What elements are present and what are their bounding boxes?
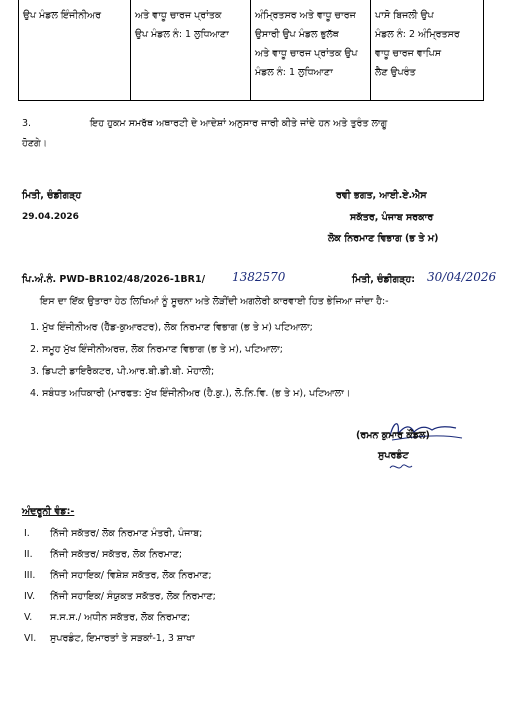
endorsement-ref: ਪਿ.ਅੰ.ਨੰ. PWD-BR102/48/2026-1BR1/ (22, 274, 206, 285)
roman-num: I. (24, 528, 30, 539)
endorsement-ref-handwritten: 1382570 (232, 270, 286, 284)
signatory-name: ਰਵੀ ਭਗਤ, ਆਈ.ਏ.ਐਸ (336, 190, 427, 201)
initials-scribble (388, 460, 414, 474)
list-item: ਨਿੱਜੀ ਸਕੱਤਰ/ ਸਕੱਤਰ, ਲੋਕ ਨਿਰਮਾਣ; (50, 549, 183, 560)
cell-text: ਪਾਸੋ ਬਿਜਲੀ ਉਪ ਮੰਡਲ ਨੰ: 2 ਅੰਮ੍ਰਿਤਸਰ ਵਾਧੂ ਚਾਰਜ ਵਾਪਿਸ ਲੈਣ ਉਪਰੰਤ (375, 10, 460, 78)
table-cell (371, 0, 483, 100)
list-item: ਨਿੱਜੀ ਸਕੱਤਰ/ ਲੋਕ ਨਿਰਮਾਣ ਮੰਤਰੀ, ਪੰਜਾਬ; (50, 528, 203, 539)
signer-name: (ਰਮਨ ਕੁਮਾਰ ਕੌਂਡਲ) (356, 430, 430, 441)
para-line: ਇਹ ਹੁਕਮ ਸਮਰੱਥ ਅਥਾਰਟੀ ਦੇ ਆਦੇਸ਼ਾਂ ਅਨੁਸਾਰ ਜਾਰੀ ਕੀਤੇ ਜਾਂਦੇ ਹਨ ਅਤੇ ਤੁਰੰਤ ਲਾਗੂ (90, 118, 388, 129)
roman-num: VI. (24, 633, 37, 644)
list-item: 4. ਸਬੰਧਤ ਅਧਿਕਾਰੀ (ਮਾਰਫਤ: ਮੁੱਖ ਇੰਜੀਨੀਅਰ (ਹੈ.ਕੁ.), ਲੋ.ਨਿ.ਵਿ. (ਭ ਤੇ ਮ), ਪਟਿਆਲਾ। (30, 388, 351, 399)
cell-text: ਅੰਮ੍ਰਿਤਸਰ ਅਤੇ ਵਾਧੂ ਚਾਰਜ ਉਸਾਰੀ ਉਪ ਮੰਡਲ ਭੁਲੱਥ ਅਤੇ ਵਾਧੂ ਚਾਰਜ ਪ੍ਰਾਂਤਕ ਉਪ ਮੰਡਲ ਨੰ: 1 ਲੁਧਿਆਣਾ (255, 10, 358, 78)
place-label: ਮਿਤੀ, ਚੰਡੀਗੜ੍ਹ (22, 190, 82, 201)
endorsement-date-handwritten: 30/04/2026 (427, 270, 497, 284)
list-item: ਨਿੱਜੀ ਸਹਾਇਕ/ ਸੰਯੁਕਤ ਸਕੱਤਰ, ਲੋਕ ਨਿਰਮਾਣ; (50, 591, 216, 602)
cell-text: ਉਪ ਮੰਡਲ ਇੰਜੀਨੀਅਰ (23, 10, 102, 21)
cell-text: ਅਤੇ ਵਾਧੂ ਚਾਰਜ ਪ੍ਰਾਂਤਕ ਉਪ ਮੰਡਲ ਨੰ: 1 ਲੁਧਿਆਣਾ (135, 10, 229, 40)
signatory-designation: ਸਕੱਤਰ, ਪੰਜਾਬ ਸਰਕਾਰ (350, 212, 434, 223)
table-cell (131, 0, 251, 100)
internal-heading: ਅੰਦਰੂਨੀ ਵੰਡ:- (22, 506, 75, 517)
order-date: 29.04.2026 (22, 212, 79, 222)
roman-num: III. (24, 570, 36, 581)
roman-num: IV. (24, 591, 36, 602)
list-item: 3. ਡਿਪਟੀ ਡਾਇਰੈਕਟਰ, ਪੀ.ਆਰ.ਬੀ.ਡੀ.ਬੀ. ਮੋਹਾਲੀ; (30, 366, 215, 377)
signer-designation: ਸੁਪਰਡੰਟ (378, 450, 409, 461)
endorsement-intro: ਇਸ ਦਾ ਇੱਕ ਉਤਾਰਾ ਹੇਠ ਲਿਖਿਆਂ ਨੂੰ ਸੂਚਨਾ ਅਤੇ ਲੋੜੀਂਦੀ ਅਗਲੇਰੀ ਕਾਰਵਾਈ ਹਿਤ ਭੇਜਿਆ ਜਾਂਦਾ ਹੈ:- (40, 296, 389, 307)
endorsement-date-label: ਮਿਤੀ, ਚੰਡੀਗੜ੍ਹ: (352, 274, 416, 285)
posting-table (18, 0, 484, 101)
roman-num: II. (24, 549, 33, 560)
list-item: 2. ਸਮੂਹ ਮੁੱਖ ਇੰਜੀਨੀਅਰਜ਼, ਲੋਕ ਨਿਰਮਾਣ ਵਿਭਾਗ (ਭ ਤੇ ਮ), ਪਟਿਆਲਾ; (30, 344, 283, 355)
signatory-department: ਲੋਕ ਨਿਰਮਾਣ ਵਿਭਾਗ (ਭ ਤੇ ਮ) (328, 233, 439, 244)
list-item: ਨਿੱਜੀ ਸਹਾਇਕ/ ਵਿਸ਼ੇਸ਼ ਸਕੱਤਰ, ਲੋਕ ਨਿਰਮਾਣ; (50, 570, 212, 581)
list-item: 1. ਮੁੱਖ ਇੰਜੀਨੀਅਰ (ਹੈੱਡ-ਕੁਆਰਟਰ), ਲੋਕ ਨਿਰਮਾਣ ਵਿਭਾਗ (ਭ ਤੇ ਮ) ਪਟਿਆਲਾ; (30, 322, 313, 333)
para-number: 3. (22, 118, 32, 129)
list-item: ਸੁਪਰਡੰਟ, ਇਮਾਰਤਾਂ ਤੇ ਸੜਕਾਂ-1, 3 ਸ਼ਾਖਾ (50, 633, 195, 644)
table-cell (251, 0, 371, 100)
roman-num: V. (24, 612, 33, 623)
table-cell (19, 0, 131, 100)
list-item: ਸ.ਸ.ਸ./ ਅਧੀਨ ਸਕੱਤਰ, ਲੋਕ ਨਿਰਮਾਣ; (50, 612, 191, 623)
para-line: ਹੋਣਗੇ। (22, 138, 48, 149)
